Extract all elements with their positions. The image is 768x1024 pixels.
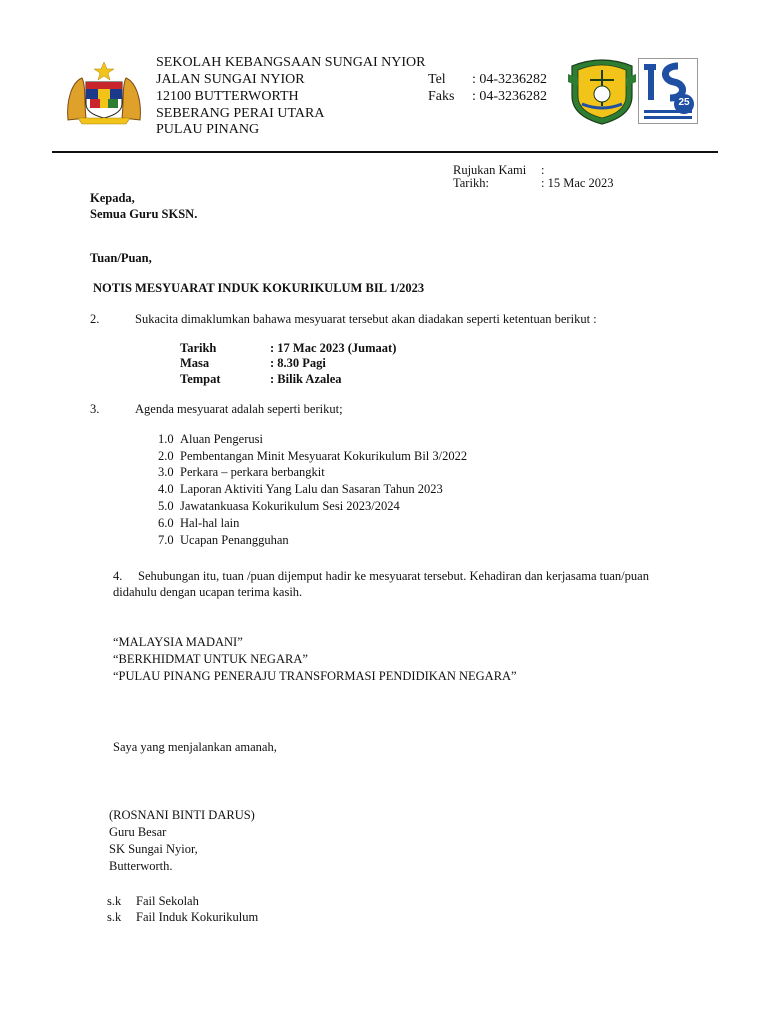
agenda-num: 1.0	[158, 432, 174, 446]
cc-item	[107, 909, 258, 926]
agenda-item	[158, 532, 289, 549]
signatory-name: (ROSNANI BINTI DARUS)	[109, 808, 255, 822]
date-value: : 15 Mac 2023	[541, 176, 614, 190]
date-label: Tarikh:	[453, 176, 489, 190]
agenda-text: Jawatankuasa Kokurikulum Sesi 2023/2024	[180, 499, 400, 513]
agenda-item	[158, 464, 325, 481]
school-name: SEKOLAH KEBANGSAAN SUNGAI NYIOR	[156, 55, 426, 70]
agenda-num: 2.0	[158, 449, 174, 463]
para2-number: 2.	[90, 312, 100, 326]
ts-logo-graphic	[638, 58, 698, 124]
para3-text: Agenda mesyuarat adalah seperti berikut;	[135, 402, 343, 416]
agenda-item	[158, 481, 443, 498]
subject-title: NOTIS MESYUARAT INDUK KOKURIKULUM BIL 1/2023	[93, 281, 425, 295]
agenda-num: 3.0	[158, 465, 174, 479]
agenda-text: Hal-hal lain	[180, 516, 240, 530]
agenda-num: 5.0	[158, 499, 174, 513]
agenda-text: Perkara – perkara berbangkit	[180, 465, 325, 479]
address-line-4: PULAU PINANG	[156, 122, 260, 137]
tel-value: : 04-3236282	[472, 72, 548, 87]
cc-label: s.k	[107, 910, 122, 924]
salutation: Tuan/Puan,	[90, 251, 152, 265]
agenda-item	[158, 515, 239, 532]
meeting-venue-label: Tempat	[180, 372, 221, 386]
para3-number: 3.	[90, 402, 100, 416]
signatory-town: Butterworth.	[109, 859, 173, 873]
letterhead-divider	[52, 151, 718, 153]
tel-label: Tel	[428, 72, 446, 87]
cc-text: Fail Sekolah	[136, 894, 199, 908]
ts-badge-number: 25	[678, 97, 690, 108]
agenda-text: Aluan Pengerusi	[180, 432, 263, 446]
meeting-time-row	[180, 355, 326, 372]
recipient-to: Kepada,	[90, 191, 135, 205]
para4-line-1: 4. Sehubungan itu, tuan /puan dijemput hadir ke mesyuarat tersebut. Kehadiran dan kerjasama tuan/puan	[113, 569, 649, 583]
agenda-num: 4.0	[158, 482, 174, 496]
fax-label: Faks	[428, 89, 455, 104]
agenda-text: Pembentangan Minit Mesyuarat Kokurikulum Bil 3/2022	[180, 449, 468, 463]
agenda-num: 7.0	[158, 533, 174, 547]
address-line-3: SEBERANG PERAI UTARA	[156, 106, 325, 121]
para2-text: Sukacita dimaklumkan bahawa mesyuarat tersebut akan diadakan seperti ketentuan berikut :	[135, 312, 597, 326]
agenda-item	[158, 498, 400, 515]
meeting-time-value: : 8.30 Pagi	[270, 356, 326, 370]
meeting-date-value: : 17 Mac 2023 (Jumaat)	[270, 341, 397, 355]
cc-item	[107, 893, 199, 910]
agenda-text: Laporan Aktiviti Yang Lalu dan Sasaran Tahun 2023	[180, 482, 443, 496]
slogan-1: “MALAYSIA MADANI”	[113, 635, 243, 649]
fax-value: : 04-3236282	[472, 89, 548, 104]
recipient-who: Semua Guru SKSN.	[90, 207, 198, 221]
address-line-2: 12100 BUTTERWORTH	[156, 89, 299, 104]
cc-label: s.k	[107, 894, 122, 908]
transformasi-sekolah-25-logo	[638, 58, 698, 124]
meeting-venue-value: : Bilik Azalea	[270, 372, 342, 386]
ref-value: :	[541, 163, 545, 177]
meeting-date-label: Tarikh	[180, 341, 217, 355]
signatory-school: SK Sungai Nyior,	[109, 842, 198, 856]
slogan-2: “BERKHIDMAT UNTUK NEGARA”	[113, 652, 308, 666]
agenda-num: 6.0	[158, 516, 174, 530]
cc-text: Fail Induk Kokurikulum	[136, 910, 259, 924]
ref-label: Rujukan Kami	[453, 163, 527, 177]
signatory-position: Guru Besar	[109, 825, 167, 839]
malaysia-coat-of-arms-logo	[64, 60, 144, 126]
agenda-item	[158, 431, 263, 448]
para4-line-2: didahulu dengan ucapan terima kasih.	[113, 585, 303, 599]
address-line-1: JALAN SUNGAI NYIOR	[156, 72, 305, 87]
meeting-venue-row	[180, 371, 342, 388]
slogan-3: “PULAU PINANG PENERAJU TRANSFORMASI PENDIDIKAN NEGARA”	[113, 669, 517, 683]
meeting-time-label: Masa	[180, 356, 210, 370]
agenda-text: Ucapan Penangguhan	[180, 533, 289, 547]
agenda-item	[158, 448, 467, 465]
closing-line: Saya yang menjalankan amanah,	[113, 740, 277, 754]
school-badge-logo	[568, 56, 636, 126]
